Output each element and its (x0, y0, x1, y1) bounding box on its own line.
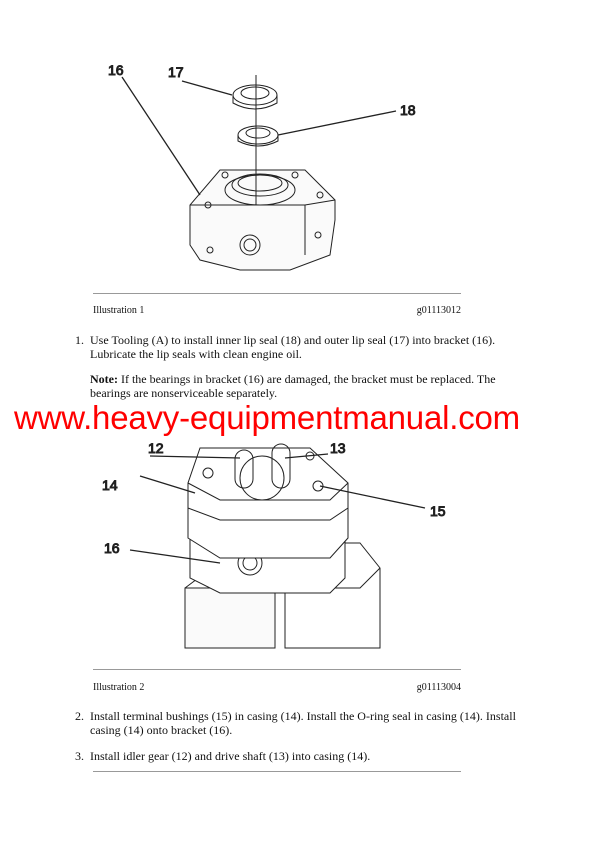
callout-16: 16 (108, 62, 124, 78)
step-number: 2. (75, 709, 84, 723)
illustration-1-drawing (90, 55, 470, 290)
watermark: www.heavy-equipmentmanual.com (14, 399, 520, 436)
callout-15: 15 (430, 503, 446, 519)
callout-17: 17 (168, 64, 184, 80)
divider (93, 771, 461, 772)
callout-12: 12 (148, 440, 164, 456)
step-1 (75, 333, 535, 361)
divider (93, 669, 461, 670)
illustration-2-label: Illustration 2 (93, 682, 145, 693)
step-3 (75, 749, 535, 763)
illustration-2-drawing (90, 438, 470, 666)
step-text: Install idler gear (12) and drive shaft (13) into casing (14). (90, 749, 371, 763)
illustration-1-label: Illustration 1 (93, 305, 145, 316)
note (75, 372, 535, 400)
step-text: Use Tooling (A) to install inner lip seal (18) and outer lip seal (17) into bracket (16). Lubricate the lip seals with clean engine oil. (90, 333, 496, 361)
step-number: 1. (75, 333, 84, 347)
step-2 (75, 709, 535, 737)
step-text: Install terminal bushings (15) in casing (14). Install the O-ring seal in casing (14). Install casing (14) onto bracket (16). (90, 709, 516, 737)
divider (93, 293, 461, 294)
callout-18: 18 (400, 102, 416, 118)
illustration-2-code: g01113004 (416, 682, 461, 693)
note-label: Note: (90, 372, 118, 386)
callout-16: 16 (104, 540, 120, 556)
callout-13: 13 (330, 440, 346, 456)
step-number: 3. (75, 749, 84, 763)
illustration-1-code: g01113012 (416, 305, 461, 316)
callout-14: 14 (102, 477, 118, 493)
note-text: If the bearings in bracket (16) are damaged, the bracket must be replaced. The bearings are nonserviceable separately. (90, 372, 496, 400)
